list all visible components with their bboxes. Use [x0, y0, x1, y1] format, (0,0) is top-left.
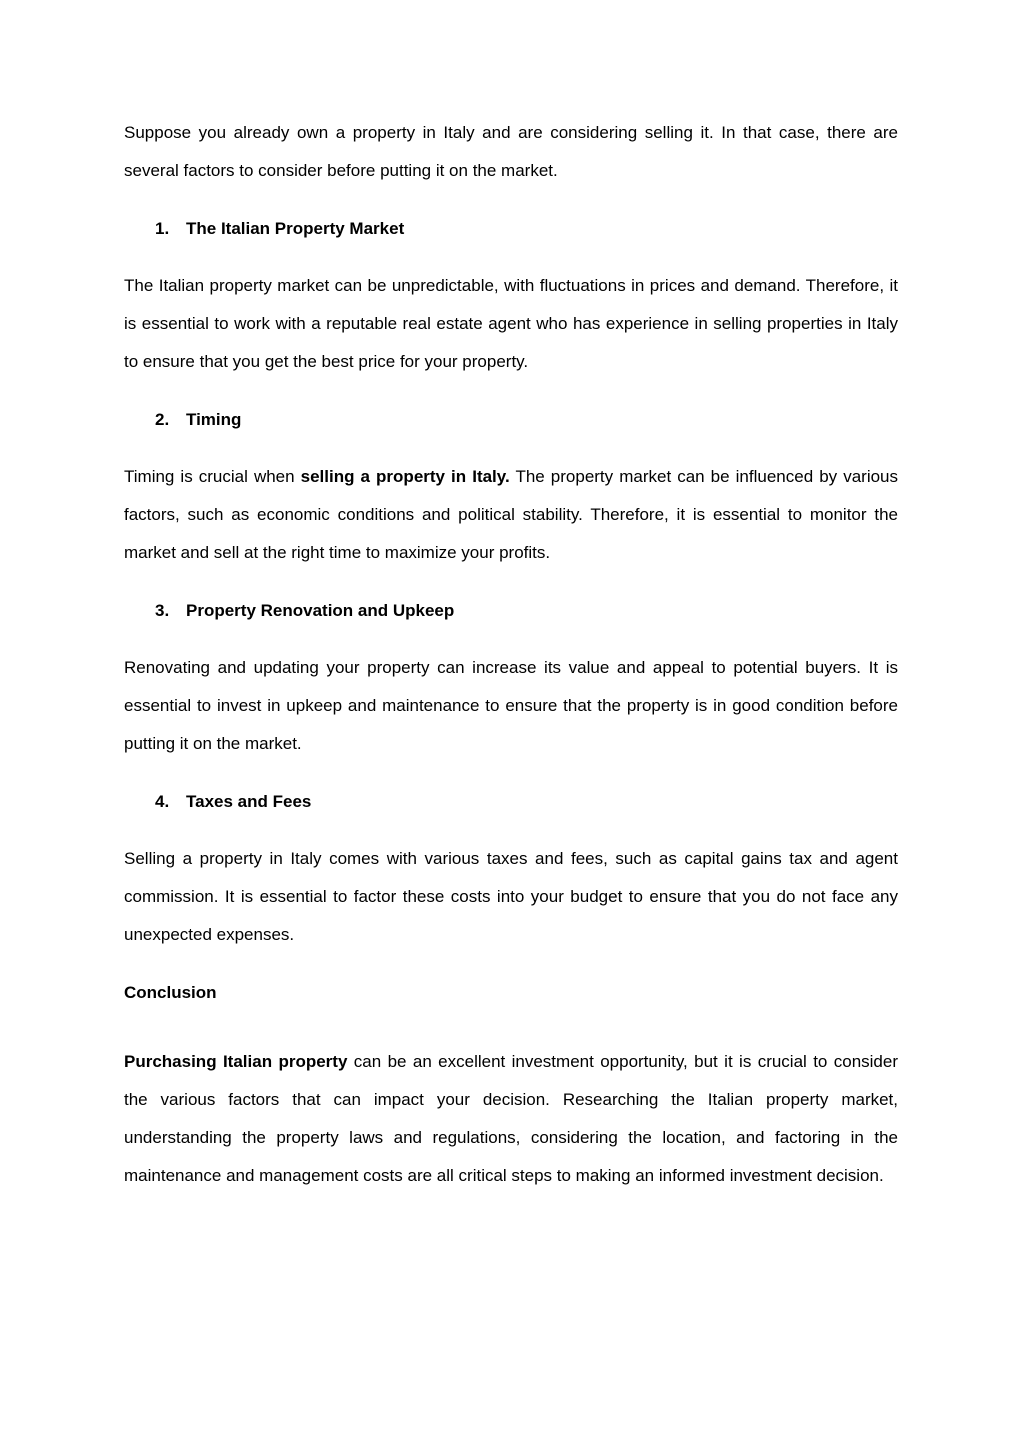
intro-paragraph: Suppose you already own a property in Italy and are considering selling it. In that case, there are several factors to consider before putting it on the market. — [124, 123, 898, 180]
section-title: Taxes and Fees — [186, 792, 312, 811]
bold-phrase: selling a property in Italy. — [300, 467, 510, 486]
section-heading-taxes-fees — [155, 789, 898, 815]
section-number: 4. — [155, 792, 170, 811]
conclusion-heading: Conclusion — [124, 983, 217, 1002]
body-text: The property market can be influenced by various factors, such as economic conditions and political stability. Therefore, it is essential to monitor the market and sell at the right time to maximize your profits. — [124, 467, 899, 562]
section-body-timing — [124, 458, 898, 572]
document-page — [124, 114, 898, 1195]
conclusion-paragraph — [124, 1043, 898, 1195]
body-text: Timing is crucial when — [124, 467, 301, 486]
section-title: The Italian Property Market — [186, 219, 405, 238]
section-title: Timing — [186, 410, 242, 429]
bold-phrase: Purchasing Italian property — [124, 1052, 348, 1071]
section-heading-italian-property-market — [155, 216, 898, 242]
section-title: Property Renovation and Upkeep — [186, 601, 455, 620]
body-text: can be an excellent investment opportunity, but it is crucial to consider the various factors that can impact your decision. Researching the Italian property market, understanding the property laws and regulations, considering the location, and factoring in the maintenance and management costs are all critical steps to making an informed investment decision. — [124, 1052, 899, 1185]
section-number: 2. — [155, 410, 170, 429]
section-body-taxes-fees: Selling a property in Italy comes with various taxes and fees, such as capital gains tax and agent commission. It is essential to factor these costs into your budget to ensure that you do not face any unexpected expenses. — [124, 849, 898, 944]
section-body-renovation-upkeep: Renovating and updating your property can increase its value and appeal to potential buyers. It is essential to invest in upkeep and maintenance to ensure that the property is in good condition before putting it on the market. — [124, 658, 898, 753]
section-body-italian-property-market: The Italian property market can be unpredictable, with fluctuations in prices and demand. Therefore, it is essential to work with a reputable real estate agent who has experience in selling properties in Italy to ensure that you get the best price for your property. — [124, 276, 898, 371]
section-heading-renovation-upkeep — [155, 598, 898, 624]
section-number: 1. — [155, 219, 170, 238]
section-heading-timing — [155, 407, 898, 433]
section-number: 3. — [155, 601, 170, 620]
